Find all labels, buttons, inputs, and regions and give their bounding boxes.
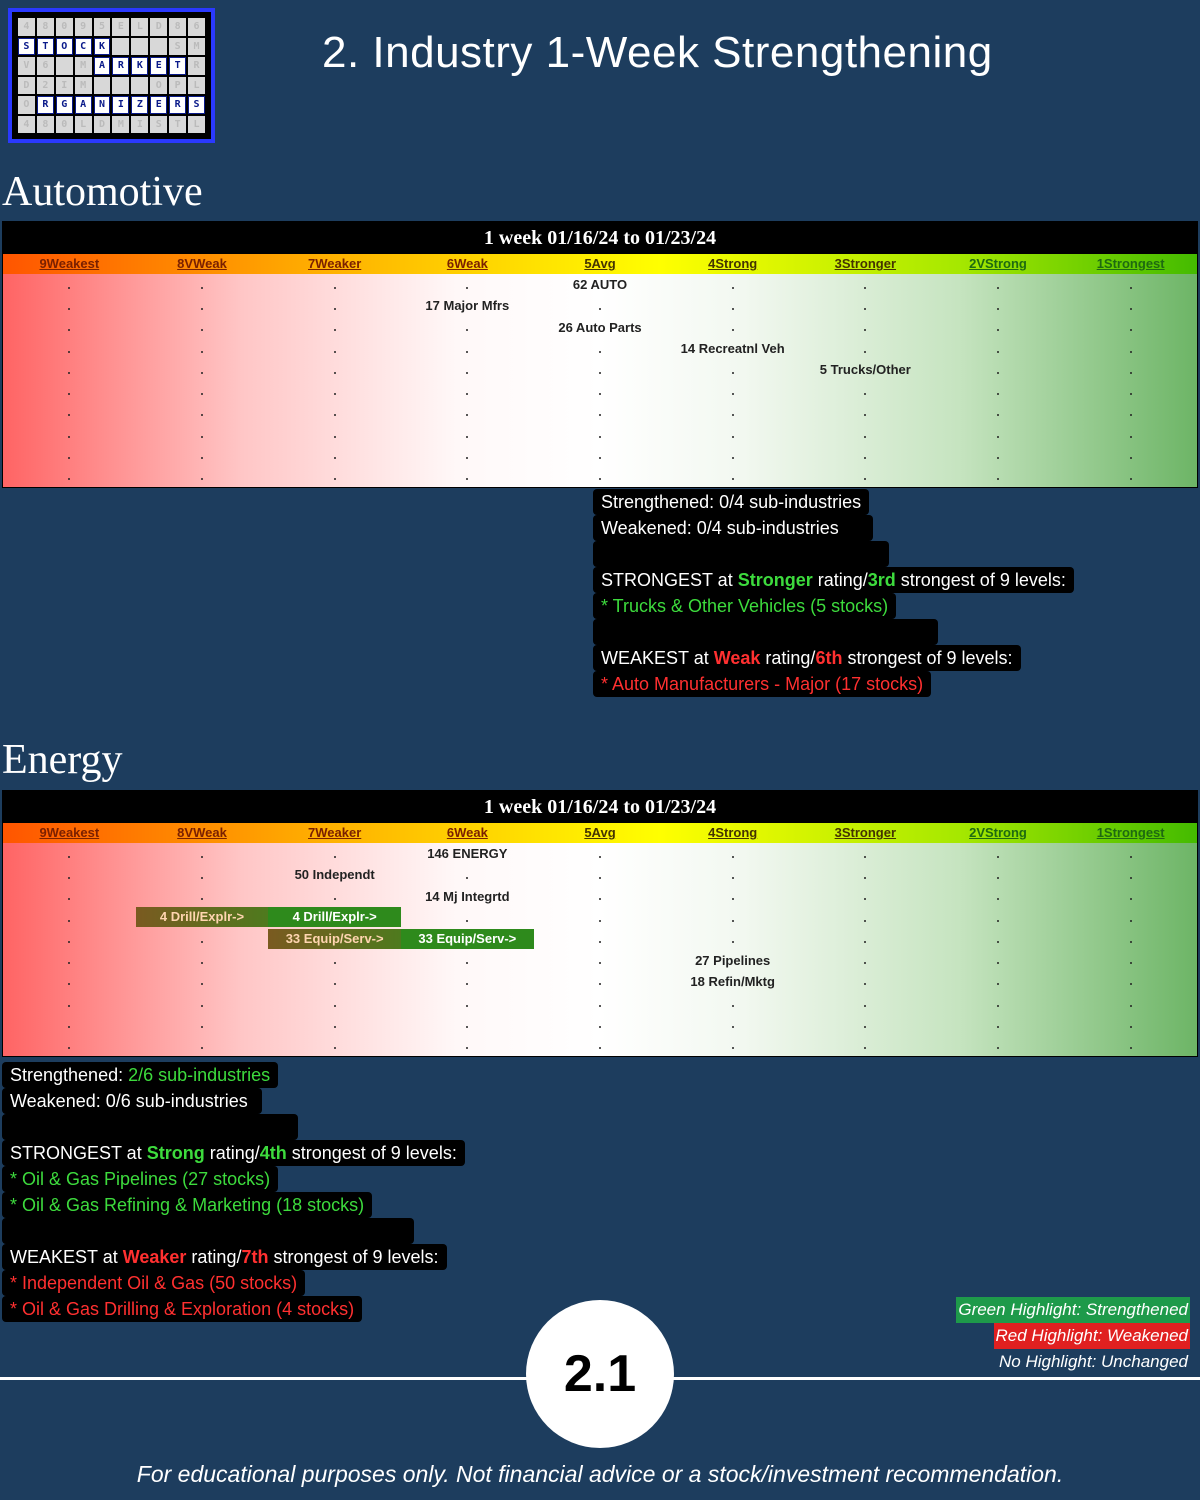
- grid-dot: [732, 372, 734, 374]
- logo-cell: T: [169, 57, 186, 75]
- grid-dot: [732, 308, 734, 310]
- grid-dot: [864, 856, 866, 858]
- level-4strong: 4Strong: [708, 256, 758, 271]
- grid-dot: [997, 351, 999, 353]
- logo-cell: [150, 38, 167, 56]
- grid-dot: [466, 1047, 468, 1049]
- chart-grid-automotive: [3, 274, 1197, 487]
- level-1strongest: 1Strongest: [1096, 825, 1165, 840]
- grid-dot: [201, 457, 203, 459]
- grid-dot: [1130, 372, 1132, 374]
- legend-green: Green Highlight: Strengthened: [956, 1297, 1190, 1323]
- grid-dot: [864, 920, 866, 922]
- level-1strongest: 1Strongest: [1096, 256, 1165, 271]
- logo-cell: M: [188, 38, 205, 56]
- grid-dot: [997, 877, 999, 879]
- level-2vstrong: 2VStrong: [969, 256, 1027, 271]
- grid-dot: [466, 877, 468, 879]
- logo-cell: T: [37, 38, 54, 56]
- grid-dot: [732, 478, 734, 480]
- level-header: [3, 823, 1197, 843]
- logo-cell: S: [18, 38, 35, 56]
- grid-dot: [334, 329, 336, 331]
- grid-dot: [1130, 962, 1132, 964]
- logo-cell: 6: [37, 57, 54, 75]
- grid-dot: [466, 457, 468, 459]
- grid-dot: [1130, 478, 1132, 480]
- disclaimer: For educational purposes only. Not financial advice or a stock/investment recommendation.: [136, 1461, 1064, 1487]
- grid-dot: [997, 414, 999, 416]
- weakest-line: WEAKEST at Weaker rating/7th strongest of 9 levels:: [2, 1244, 447, 1270]
- grid-dot: [732, 941, 734, 943]
- grid-dot: [864, 962, 866, 964]
- strengthened-line: Strengthened: 0/4 sub-industries: [593, 489, 869, 515]
- grid-dot: [466, 329, 468, 331]
- grid-dot: [201, 372, 203, 374]
- logo-cell: O: [56, 38, 73, 56]
- grid-dot: [1130, 1026, 1132, 1028]
- grid-dot: [997, 1005, 999, 1007]
- chart-grid-energy: [3, 843, 1197, 1056]
- logo-cell: [56, 57, 73, 75]
- spacer: [2, 1218, 414, 1244]
- grid-dot: [864, 898, 866, 900]
- weakest-item: * Independent Oil & Gas (50 stocks): [2, 1270, 305, 1296]
- level-header: [3, 254, 1197, 274]
- grid-dot: [334, 436, 336, 438]
- grid-dot: [201, 308, 203, 310]
- grid-dot: [997, 920, 999, 922]
- grid-dot: [334, 1026, 336, 1028]
- grid-dot: [599, 962, 601, 964]
- grid-dot: [201, 351, 203, 353]
- grid-dot: [732, 287, 734, 289]
- logo-cell: I: [56, 77, 73, 95]
- grid-dot: [1130, 920, 1132, 922]
- logo-cell: I: [112, 96, 129, 114]
- logo-cell: E: [150, 57, 167, 75]
- grid-dot: [599, 308, 601, 310]
- grid-dot: [599, 1047, 601, 1049]
- grid-dot: [201, 414, 203, 416]
- strongest-item: * Oil & Gas Pipelines (27 stocks): [2, 1166, 278, 1192]
- logo-cell: [131, 77, 148, 95]
- chart-panel-energy: [2, 790, 1198, 1057]
- grid-dot: [334, 856, 336, 858]
- grid-dot: [864, 436, 866, 438]
- grid-dot: [599, 920, 601, 922]
- grid-dot: [864, 478, 866, 480]
- chart-panel-automotive: [2, 221, 1198, 488]
- industry-label: 18 Refin/Mktg: [690, 973, 775, 989]
- grid-dot: [997, 372, 999, 374]
- grid-dot: [599, 414, 601, 416]
- grid-dot: [68, 877, 70, 879]
- grid-dot: [68, 478, 70, 480]
- grid-dot: [732, 920, 734, 922]
- grid-dot: [1130, 941, 1132, 943]
- grid-dot: [599, 898, 601, 900]
- grid-dot: [334, 351, 336, 353]
- grid-dot: [201, 1026, 203, 1028]
- grid-dot: [864, 308, 866, 310]
- grid-dot: [334, 393, 336, 395]
- grid-dot: [599, 877, 601, 879]
- grid-dot: [997, 393, 999, 395]
- grid-dot: [997, 329, 999, 331]
- spacer: [593, 541, 889, 567]
- logo-cell: 4: [18, 116, 35, 134]
- logo-cell: 8: [37, 116, 54, 134]
- grid-dot: [997, 287, 999, 289]
- grid-dot: [864, 941, 866, 943]
- level-9weakest: 9Weakest: [39, 825, 100, 840]
- level-3stronger: 3Stronger: [834, 256, 897, 271]
- grid-dot: [334, 1005, 336, 1007]
- grid-dot: [732, 393, 734, 395]
- grid-dot: [201, 1047, 203, 1049]
- grid-dot: [732, 329, 734, 331]
- grid-dot: [864, 414, 866, 416]
- grid-dot: [68, 457, 70, 459]
- highlight-legend: [956, 1297, 1190, 1375]
- logo-cell: 2: [37, 77, 54, 95]
- section-title-automotive: Automotive: [2, 169, 203, 215]
- grid-dot: [68, 1047, 70, 1049]
- logo-cell: L: [188, 77, 205, 95]
- summary-energy: [2, 1062, 465, 1322]
- level-6weak: 6Weak: [446, 256, 488, 271]
- weakest-line: WEAKEST at Weak rating/6th strongest of 9 levels:: [593, 645, 1021, 671]
- move-from-cell: 4 Drill/Explr->: [136, 907, 269, 927]
- grid-dot: [599, 351, 601, 353]
- level-2vstrong: 2VStrong: [969, 825, 1027, 840]
- grid-dot: [466, 962, 468, 964]
- grid-dot: [599, 1005, 601, 1007]
- logo-cell: 5: [94, 18, 111, 36]
- grid-dot: [864, 393, 866, 395]
- grid-dot: [466, 983, 468, 985]
- logo-cell: K: [94, 38, 111, 56]
- level-7weaker: 7Weaker: [308, 825, 362, 840]
- level-8vweak: 8VWeak: [177, 825, 227, 840]
- logo-cell: [94, 77, 111, 95]
- logo-cell: L: [131, 18, 148, 36]
- grid-dot: [599, 478, 601, 480]
- logo-letter-grid: [18, 18, 205, 133]
- grid-dot: [201, 856, 203, 858]
- level-5avg: 5Avg: [584, 825, 616, 840]
- grid-dot: [201, 329, 203, 331]
- grid-dot: [68, 436, 70, 438]
- grid-dot: [1130, 308, 1132, 310]
- grid-dot: [68, 962, 70, 964]
- chart-title: 1 week 01/16/24 to 01/23/24: [3, 222, 1197, 254]
- grid-dot: [864, 983, 866, 985]
- logo-cell: D: [150, 18, 167, 36]
- grid-dot: [864, 1026, 866, 1028]
- grid-dot: [201, 436, 203, 438]
- grid-dot: [68, 856, 70, 858]
- grid-dot: [466, 436, 468, 438]
- level-8vweak: 8VWeak: [177, 256, 227, 271]
- grid-dot: [68, 414, 70, 416]
- strongest-item: * Trucks & Other Vehicles (5 stocks): [593, 593, 896, 619]
- grid-dot: [201, 983, 203, 985]
- grid-dot: [1130, 1047, 1132, 1049]
- grid-dot: [466, 372, 468, 374]
- industry-label: 26 Auto Parts: [558, 319, 642, 335]
- logo-cell: 0: [56, 116, 73, 134]
- logo-cell: E: [112, 18, 129, 36]
- grid-dot: [1130, 856, 1132, 858]
- logo-cell: 0: [56, 18, 73, 36]
- page-title: 2. Industry 1-Week Strengthening: [322, 28, 993, 77]
- grid-dot: [599, 457, 601, 459]
- grid-dot: [334, 457, 336, 459]
- industry-label: 17 Major Mfrs: [425, 298, 510, 314]
- logo-cell: [112, 77, 129, 95]
- move-to-cell: 4 Drill/Explr->: [268, 907, 401, 927]
- legend-red: Red Highlight: Weakened: [994, 1323, 1190, 1349]
- grid-dot: [997, 436, 999, 438]
- grid-dot: [1130, 436, 1132, 438]
- grid-dot: [466, 1005, 468, 1007]
- logo-cell: O: [18, 96, 35, 114]
- logo-cell: N: [94, 96, 111, 114]
- grid-dot: [864, 351, 866, 353]
- grid-dot: [732, 1005, 734, 1007]
- grid-dot: [466, 478, 468, 480]
- logo-cell: 9: [75, 18, 92, 36]
- logo-cell: 8: [37, 18, 54, 36]
- logo-cell: A: [94, 57, 111, 75]
- stock-market-organizer-logo: [8, 8, 215, 143]
- grid-dot: [68, 1005, 70, 1007]
- grid-dot: [1130, 1005, 1132, 1007]
- logo-cell: A: [75, 96, 92, 114]
- industry-label: 5 Trucks/Other: [819, 362, 911, 378]
- level-3stronger: 3Stronger: [834, 825, 897, 840]
- logo-cell: R: [188, 57, 205, 75]
- grid-dot: [334, 478, 336, 480]
- logo-cell: R: [169, 96, 186, 114]
- grid-dot: [732, 457, 734, 459]
- grid-dot: [864, 1047, 866, 1049]
- logo-cell: R: [37, 96, 54, 114]
- summary-automotive: [593, 489, 1074, 697]
- grid-dot: [201, 962, 203, 964]
- grid-dot: [997, 1026, 999, 1028]
- grid-dot: [201, 941, 203, 943]
- industry-label: 146 ENERGY: [427, 846, 508, 861]
- logo-cell: [131, 38, 148, 56]
- grid-dot: [732, 1047, 734, 1049]
- grid-dot: [1130, 457, 1132, 459]
- grid-dot: [599, 372, 601, 374]
- grid-dot: [1130, 877, 1132, 879]
- grid-dot: [68, 920, 70, 922]
- grid-dot: [732, 414, 734, 416]
- grid-dot: [201, 898, 203, 900]
- grid-dot: [466, 1026, 468, 1028]
- grid-dot: [201, 1005, 203, 1007]
- grid-dot: [68, 329, 70, 331]
- spacer: [593, 619, 938, 645]
- weakened-line: Weakened: 0/4 sub-industries: [593, 515, 873, 541]
- page-number-badge: 2.1: [526, 1300, 674, 1448]
- logo-cell: M: [75, 77, 92, 95]
- level-4strong: 4Strong: [708, 825, 758, 840]
- grid-dot: [864, 329, 866, 331]
- grid-dot: [732, 856, 734, 858]
- logo-cell: L: [75, 116, 92, 134]
- logo-cell: D: [94, 116, 111, 134]
- grid-dot: [68, 941, 70, 943]
- strengthened-line: Strengthened: 2/6 sub-industries: [2, 1062, 278, 1088]
- level-9weakest: 9Weakest: [39, 256, 100, 271]
- grid-dot: [997, 478, 999, 480]
- strongest-line: STRONGEST at Stronger rating/3rd strongest of 9 levels:: [593, 567, 1074, 593]
- logo-cell: M: [112, 116, 129, 134]
- grid-dot: [997, 308, 999, 310]
- logo-cell: Z: [131, 96, 148, 114]
- logo-cell: C: [75, 38, 92, 56]
- grid-dot: [466, 414, 468, 416]
- weakest-item: * Auto Manufacturers - Major (17 stocks): [593, 671, 931, 697]
- strongest-item: * Oil & Gas Refining & Marketing (18 stocks): [2, 1192, 372, 1218]
- grid-dot: [864, 457, 866, 459]
- logo-cell: K: [131, 57, 148, 75]
- grid-dot: [68, 287, 70, 289]
- logo-cell: E: [150, 96, 167, 114]
- grid-dot: [997, 941, 999, 943]
- logo-cell: S: [169, 38, 186, 56]
- grid-dot: [997, 983, 999, 985]
- grid-dot: [68, 983, 70, 985]
- grid-dot: [997, 1047, 999, 1049]
- grid-dot: [599, 393, 601, 395]
- grid-dot: [466, 920, 468, 922]
- grid-dot: [466, 393, 468, 395]
- grid-dot: [864, 287, 866, 289]
- grid-dot: [599, 856, 601, 858]
- grid-dot: [334, 308, 336, 310]
- grid-dot: [997, 856, 999, 858]
- industry-label: 62 AUTO: [572, 277, 628, 292]
- logo-cell: L: [188, 116, 205, 134]
- level-7weaker: 7Weaker: [308, 256, 362, 271]
- grid-dot: [1130, 983, 1132, 985]
- legend-none: No Highlight: Unchanged: [998, 1352, 1188, 1371]
- logo-cell: V: [18, 57, 35, 75]
- logo-cell: I: [131, 116, 148, 134]
- industry-label: 27 Pipelines: [695, 952, 771, 968]
- logo-cell: M: [75, 57, 92, 75]
- grid-dot: [201, 478, 203, 480]
- grid-dot: [68, 351, 70, 353]
- industry-label: 14 Mj Integrtd: [425, 888, 510, 904]
- grid-dot: [1130, 898, 1132, 900]
- grid-dot: [1130, 393, 1132, 395]
- grid-dot: [997, 898, 999, 900]
- industry-label: 14 Recreatnl Veh: [680, 340, 785, 356]
- logo-cell: S: [188, 96, 205, 114]
- level-6weak: 6Weak: [446, 825, 488, 840]
- grid-dot: [864, 1005, 866, 1007]
- move-from-cell: 33 Equip/Serv->: [268, 929, 401, 949]
- grid-dot: [1130, 351, 1132, 353]
- level-5avg: 5Avg: [584, 256, 616, 271]
- logo-cell: S: [150, 116, 167, 134]
- grid-dot: [599, 983, 601, 985]
- logo-cell: 8: [169, 18, 186, 36]
- grid-dot: [1130, 287, 1132, 289]
- logo-cell: P: [169, 77, 186, 95]
- grid-dot: [864, 877, 866, 879]
- grid-dot: [334, 1047, 336, 1049]
- grid-dot: [68, 1026, 70, 1028]
- logo-cell: G: [56, 96, 73, 114]
- industry-label: 50 Independt: [294, 867, 375, 883]
- grid-dot: [201, 287, 203, 289]
- move-to-cell: 33 Equip/Serv->: [401, 929, 534, 949]
- grid-dot: [997, 962, 999, 964]
- grid-dot: [334, 287, 336, 289]
- grid-dot: [334, 983, 336, 985]
- grid-dot: [466, 287, 468, 289]
- grid-dot: [1130, 414, 1132, 416]
- logo-cell: 4: [18, 18, 35, 36]
- grid-dot: [732, 877, 734, 879]
- grid-dot: [334, 372, 336, 374]
- grid-dot: [201, 393, 203, 395]
- grid-dot: [68, 393, 70, 395]
- weakened-line: Weakened: 0/6 sub-industries: [2, 1088, 262, 1114]
- grid-dot: [1130, 329, 1132, 331]
- grid-dot: [732, 1026, 734, 1028]
- grid-dot: [334, 414, 336, 416]
- grid-dot: [599, 1026, 601, 1028]
- grid-dot: [599, 436, 601, 438]
- grid-dot: [732, 436, 734, 438]
- weakest-item: * Oil & Gas Drilling & Exploration (4 stocks): [2, 1296, 362, 1322]
- grid-dot: [599, 941, 601, 943]
- grid-dot: [334, 898, 336, 900]
- grid-dot: [334, 962, 336, 964]
- spacer: [2, 1114, 298, 1140]
- grid-dot: [68, 898, 70, 900]
- strongest-line: STRONGEST at Strong rating/4th strongest of 9 levels:: [2, 1140, 465, 1166]
- logo-cell: 6: [188, 18, 205, 36]
- logo-cell: [112, 38, 129, 56]
- grid-dot: [68, 308, 70, 310]
- grid-dot: [201, 877, 203, 879]
- grid-dot: [997, 457, 999, 459]
- logo-cell: R: [112, 57, 129, 75]
- chart-title: 1 week 01/16/24 to 01/23/24: [3, 791, 1197, 823]
- logo-cell: D: [18, 77, 35, 95]
- logo-cell: T: [169, 116, 186, 134]
- grid-dot: [466, 351, 468, 353]
- logo-cell: O: [150, 77, 167, 95]
- grid-dot: [68, 372, 70, 374]
- grid-dot: [732, 898, 734, 900]
- section-title-energy: Energy: [2, 737, 123, 783]
